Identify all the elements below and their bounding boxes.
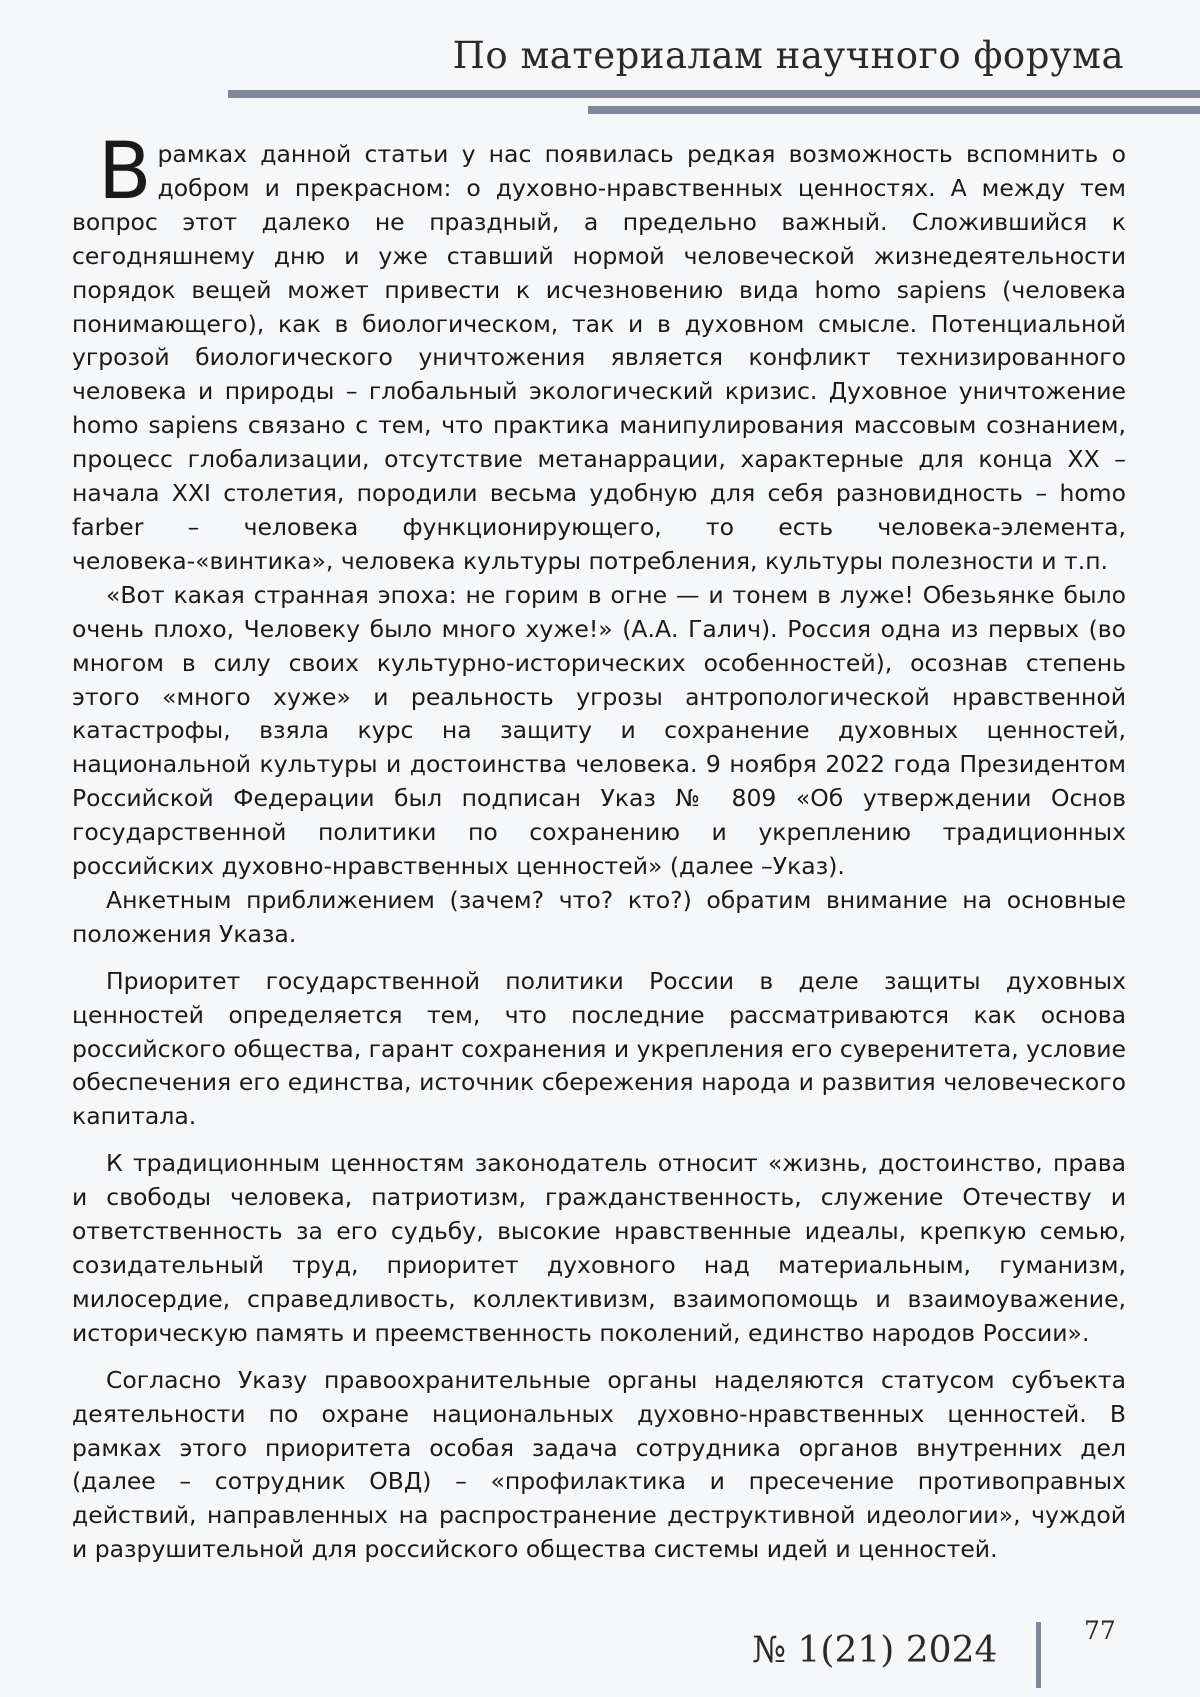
paragraph-1 [72, 127, 1126, 579]
paragraph-6: Согласно Указу правоохранительные органы наделяются статусом субъекта деятельности по охране национальных духовно-нравственных ценностей. В рамках этого приоритета особая задача сотрудника органов внутренних дел (далее – сотрудник ОВД) – «профилактика и пресечение противоправных действий, направленных на распространение деструктивной идеологии», чуждой и разрушительной для российского общества системы идей и ценностей. [72, 1365, 1126, 1564]
header-rule-top [228, 90, 1200, 98]
paragraph-2: «Вот какая странная эпоха: не горим в огне — и тонем в луже! Обезьянке было очень плохо, Человеку было много хуже!» (А.А. Галич). Россия одна из первых (во многом в силу своих культурно-исторических особенностей), осознав степень этого «много хуже» и реальность угрозы антропологической нравственной катастрофы, взяла курс на защиту и сохранение духовных ценностей, национальной культуры и достоинства человека. 9 ноября 2022 года Президентом Российской Федерации был подписан Указ № 809 «Об утверждении Основ государственной политики по сохранению и укреплению традиционных российских духовно-нравственных ценностей» (далее –Указ). [72, 580, 1126, 881]
paragraph-3: Анкетным приближением (зачем? что? кто?) обратим внимание на основные положения Указа. [72, 885, 1126, 948]
issue-number: № 1(21) 2024 [752, 1630, 998, 1671]
drop-cap: В [98, 127, 152, 217]
section-title: По материалам научного форума [452, 34, 1124, 77]
paragraph-4: Приоритет государственной политики России в деле защиты духовных ценностей определяется тем, что последние рассматриваются как основа российского общества, гарант сохранения и укрепления его суверенитета, условие обеспечения его единства, источник сбережения народа и развития человеческого капитала. [72, 966, 1126, 1131]
paragraph-1-text: рамках данной статьи у нас появилась редкая возможность вспомнить о добром и прекрасном: о духовно-нравственных ценностях. А между тем вопрос этот далеко не праздный, а предельно важный. Сложившийся к сегодняшнему дню и уже ставший нормой человеческой жизнедеятельности порядок вещей может привести к исчезновению вида homo sapiens (человека понимающего), как в биологическом, так и в духовном смысле. Потенциальной угрозой биологического уничтожения является конфликт технизированного человека и природы – глобальный экологический кризис. Духовное уничтожение homo sapiens связано с тем, что практика манипулирования массовым сознанием, процесс глобализации, отсутствие метанаррации, характерные для конца XX – начала XXI столетия, породили весьма удобную для себя разновидность – homo farber – человека функционирующего, то есть человека-элемента, человека-«винтика», человека культуры потребления, культуры полезности и т.п. [72, 140, 1126, 575]
page-number: 77 [1084, 1616, 1116, 1645]
paragraph-5: К традиционным ценностям законодатель относит «жизнь, достоинство, права и свободы человека, патриотизм, гражданственность, служение Отечеству и ответственность за его судьбу, высокие нравственные идеалы, крепкую семью, созидательный труд, приоритет духовного над материальным, гуманизм, милосердие, справедливость, коллективизм, взаимопомощь и взаимоуважение, историческую память и преемственность поколений, единство народов России». [72, 1149, 1126, 1347]
article-body [72, 127, 1126, 1567]
header-rule-bottom [588, 106, 1200, 114]
footer-divider [1036, 1622, 1041, 1688]
